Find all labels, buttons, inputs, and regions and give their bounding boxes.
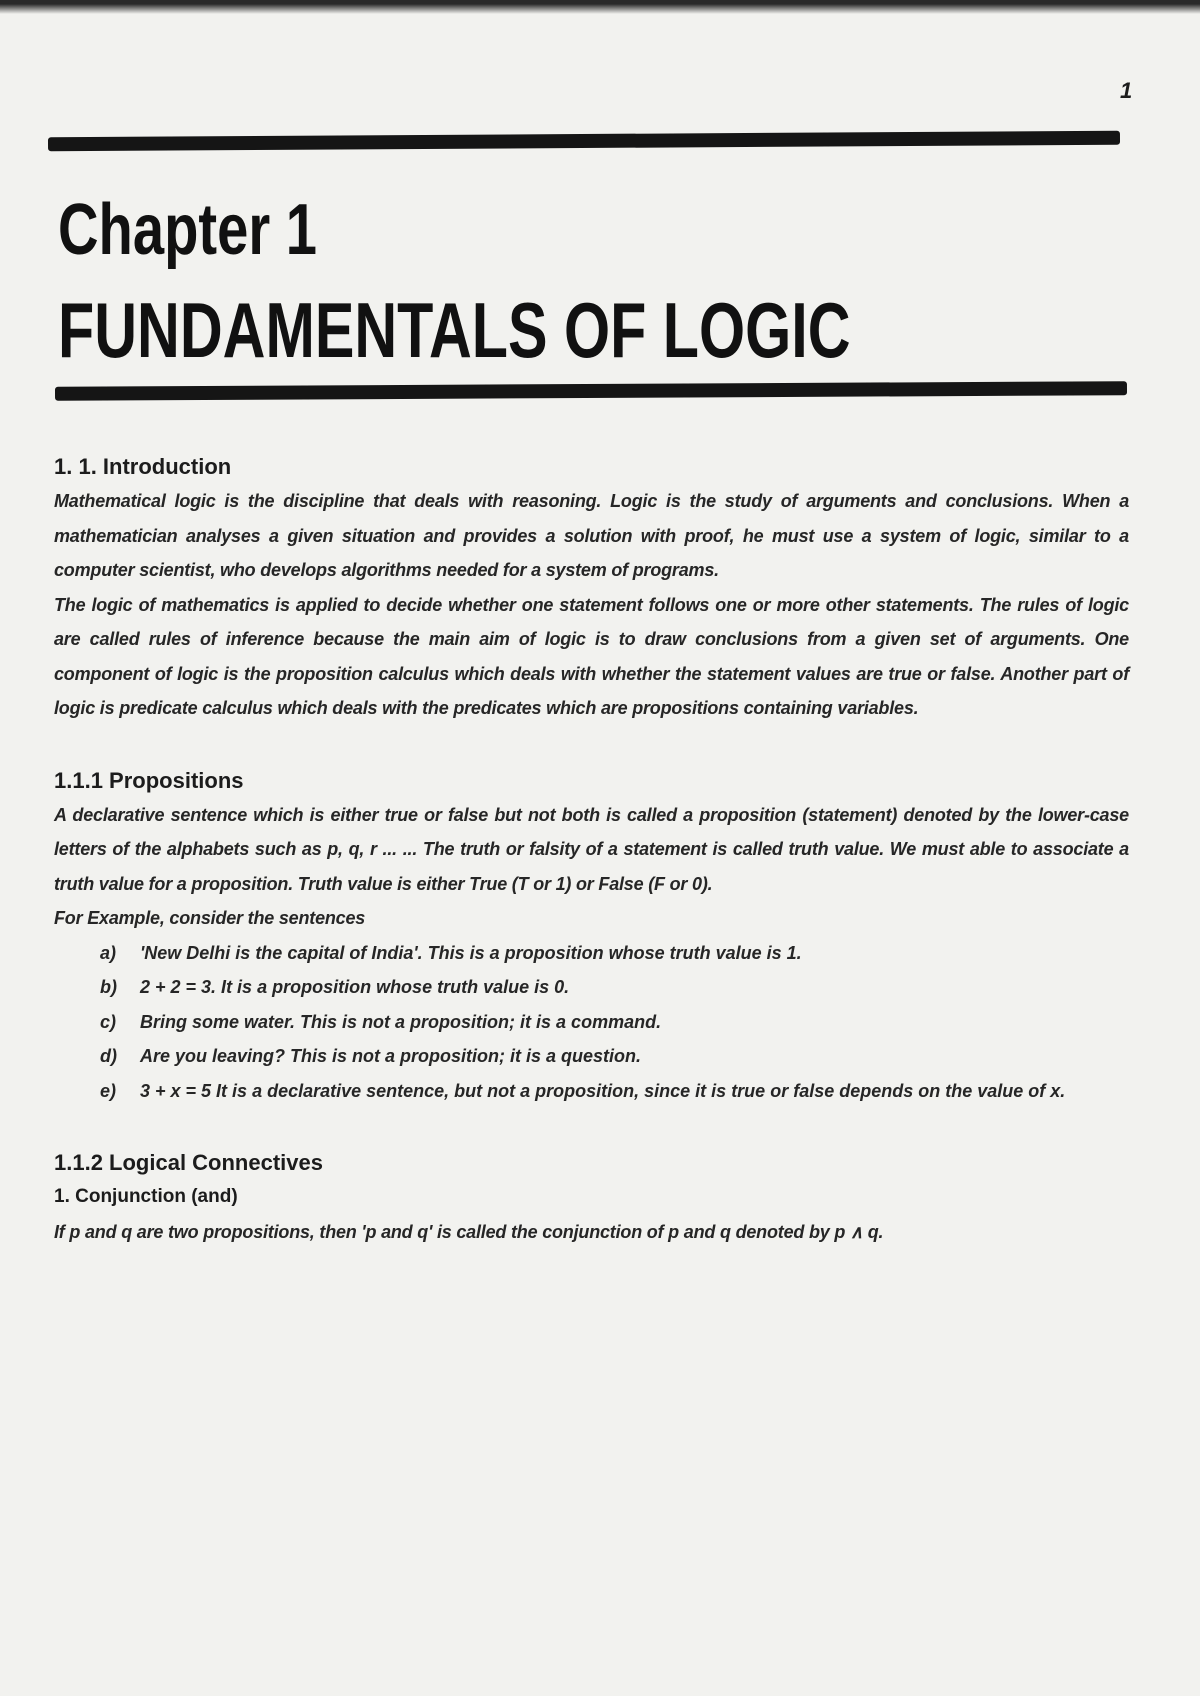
item-label: d) [100,1046,117,1066]
list-item [100,1039,1129,1074]
item-label: b) [100,977,117,997]
introduction-heading: 1. 1. Introduction [54,454,232,479]
photo-edge-shadow [0,0,1200,14]
top-rule [48,131,1120,152]
chapter-label: Chapter 1 [58,190,318,270]
item-text: 'New Delhi is the capital of India'. This is a proposition whose truth value is 1. [140,942,802,963]
item-label: a) [100,942,117,963]
example-intro: For Example, consider the sentences [54,908,366,928]
list-item [100,1074,1129,1109]
page-content [54,450,1129,1249]
introduction-paragraph: The logic of mathematics is applied to decide whether one statement follows one or more other statements. The rules of logic are called rules of inference because the main aim of logic is to draw conclusions from a given set of arguments. One component of logic is the proposition calculus which deals with whether the statement values are true or false. Another part of logic is predicate calculus which deals with the predicates which are propositions containing variables. [54,594,1129,718]
item-text: 3 + x = 5 It is a declarative sentence, but not a proposition, since it is true or false depends on the value of x. [140,1080,1066,1101]
propositions-heading: 1.1.1 Propositions [54,767,244,793]
item-text: Bring some water. This is not a proposition; it is a command. [140,1011,662,1032]
chapter-title: FUNDAMENTALS OF LOGIC [58,286,851,374]
item-label: e) [100,1080,117,1101]
item-text: 2 + 2 = 3. It is a proposition whose truth value is 0. [140,977,570,997]
conjunction-paragraph: If p and q are two propositions, then 'p and q' is called the conjunction of p and q denoted by p ∧ q. [54,1221,884,1242]
propositions-paragraph: A declarative sentence which is either true or false but not both is called a proposition (statement) denoted by the lower-case letters of the alphabets such as p, q, r ... ... The truth or falsity of a statement is called truth value. We must able to associate a truth value for a proposition. Truth value is either True (T or 1) or False (F or 0). [54,804,1129,894]
list-item [100,970,1129,1005]
examples-list [54,936,1129,1109]
list-item [100,936,1129,971]
list-item [100,1005,1129,1040]
introduction-paragraph: Mathematical logic is the discipline that deals with reasoning. Logic is the study of arguments and conclusions. When a mathematician analyses a given situation and provides a solution with proof, he must use a system of logic, similar to a computer scientist, who develops algorithms needed for a system of programs. [54,491,1129,580]
bottom-rule [55,381,1127,401]
item-text: Are you leaving? This is not a proposition; it is a question. [140,1046,642,1066]
connectives-heading: 1.1.2 Logical Connectives [54,1150,323,1175]
item-label: c) [100,1011,117,1032]
page-number: 1 [1120,78,1133,103]
conjunction-subheading: 1. Conjunction (and) [54,1186,238,1207]
